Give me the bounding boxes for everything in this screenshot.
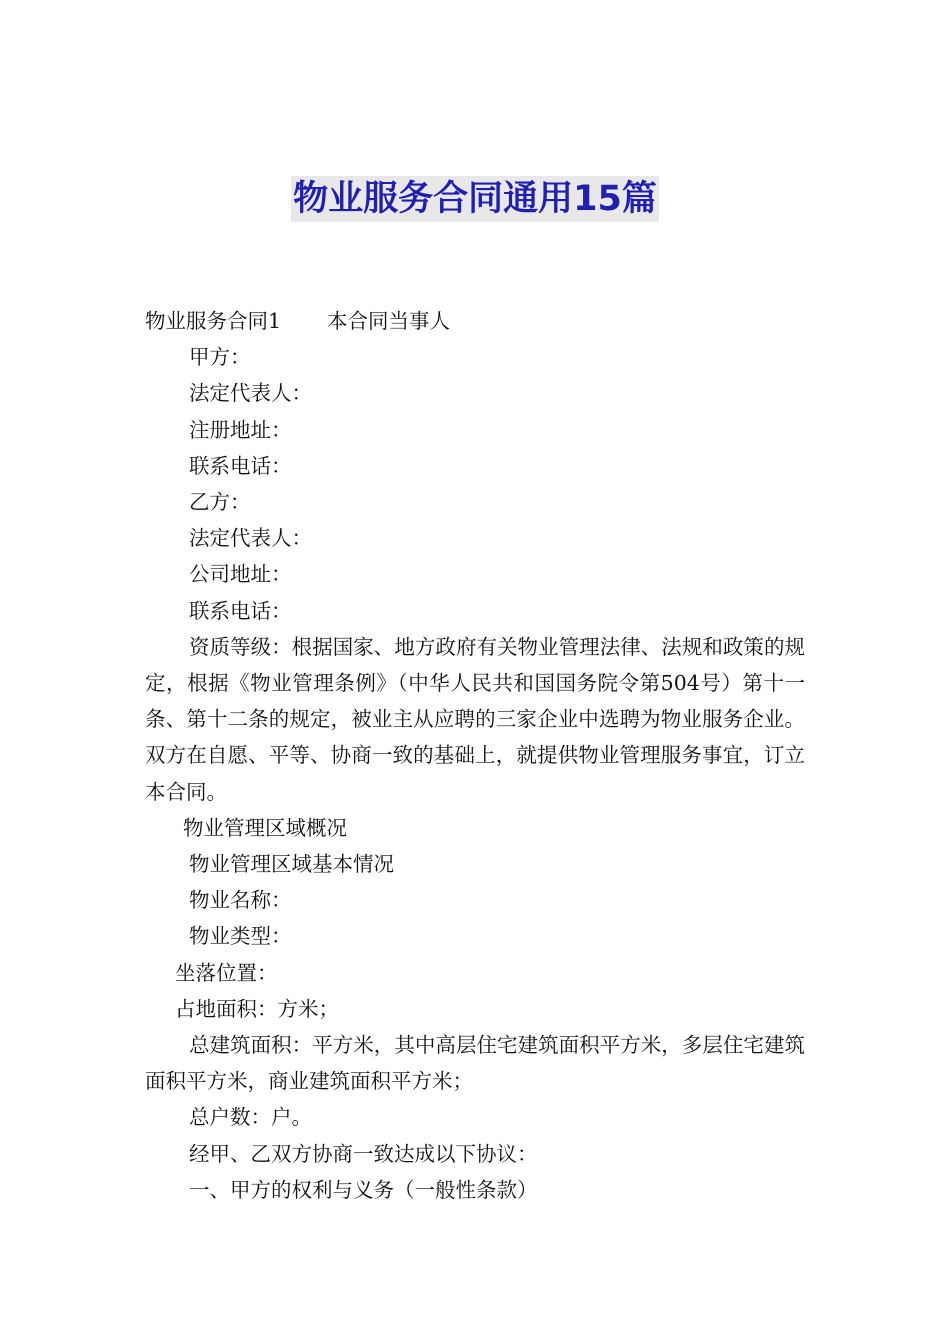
contract-heading-line xyxy=(145,303,805,339)
building-area-paragraph: 总建筑面积：平方米，其中高层住宅建筑面积平方米，多层住宅建筑面积平方米，商业建筑面积平方米； xyxy=(145,1033,805,1094)
area-basic-heading: 物业管理区域基本情况 xyxy=(189,852,394,877)
title-wrap xyxy=(0,176,950,222)
party-a-address: 注册地址： xyxy=(189,417,292,442)
parties-heading: 本合同当事人 xyxy=(327,309,451,333)
party-a-legal-rep: 法定代表人： xyxy=(189,381,312,406)
party-a-phone: 联系电话： xyxy=(189,453,292,478)
qualification-paragraph: 资质等级：根据国家、地方政府有关物业管理法律、法规和政策的规定，根据《物业管理条例》（中华人民共和国国务院令第504号）第十一条、第十二条的规定，被业主从应聘的三家企业中选聘为物业服务企业。双方在自愿、平等、协商一致的基础上，就提供物业管理服务事宜，订立本合同。 xyxy=(145,634,805,804)
section-one-heading: 一、甲方的权利与义务（一般性条款） xyxy=(189,1177,538,1202)
property-type-field: 物业类型： xyxy=(189,924,292,949)
land-area-field: 占地面积：方米； xyxy=(175,996,339,1021)
party-b-phone: 联系电话： xyxy=(189,598,292,623)
party-b-legal-rep: 法定代表人： xyxy=(189,526,312,551)
document-title: 物业服务合同通用15篇 xyxy=(291,176,659,222)
document-body xyxy=(145,303,805,1208)
party-b-address: 公司地址： xyxy=(189,562,292,587)
location-field: 坐落位置： xyxy=(175,960,278,985)
households-field: 总户数：户。 xyxy=(189,1105,312,1130)
party-a-label: 甲方： xyxy=(189,345,251,370)
party-b-label: 乙方： xyxy=(189,490,251,515)
contract-heading: 物业服务合同1 xyxy=(145,309,282,333)
agreement-line: 经甲、乙双方协商一致达成以下协议： xyxy=(189,1141,538,1166)
area-overview-heading: 物业管理区域概况 xyxy=(183,815,347,840)
property-name-field: 物业名称： xyxy=(189,888,292,913)
